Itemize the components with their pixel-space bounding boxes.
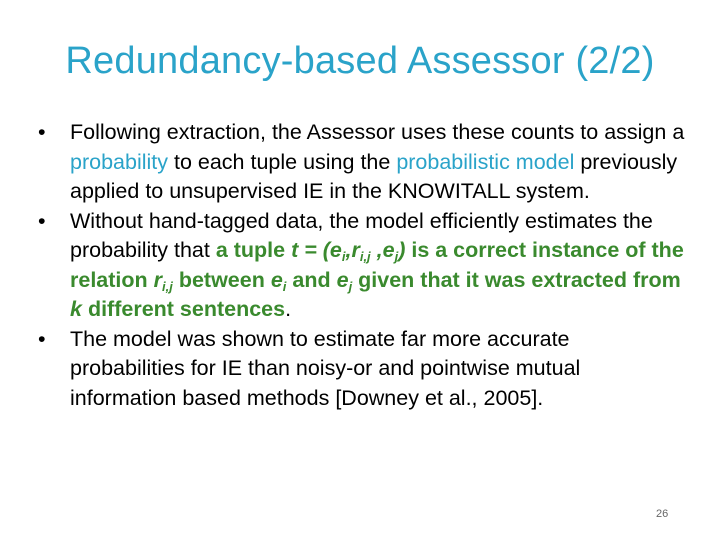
highlight-text: k [70,297,82,321]
highlight-text: a tuple [215,238,292,262]
highlight-text: given that it was extracted from [352,267,681,292]
highlight-text: r [153,267,163,292]
highlight-text: e [336,267,349,292]
bullet-dot: • [38,208,46,233]
subscript: i [341,249,346,264]
bullet-text: The model was shown to estimate far more accurate probabilities for IE than noisy-or and pointwise mutual information based methods [Downey et al., 2005]. [70,326,581,410]
highlight-text: ,r [345,238,360,262]
bullet-item-3 [36,325,686,414]
highlight-text: ,e [370,238,395,262]
highlight-probability: probability [70,149,168,174]
bullet-text: . [285,297,292,321]
subscript: i,j [162,278,173,294]
subscript: j [394,249,399,264]
highlight-text: between [172,267,271,292]
highlight-text: is a correct instance of the relation [70,238,684,292]
highlight-text: t = (e [291,238,342,262]
highlight-text: and [286,267,337,292]
bullet-dot: • [38,326,46,351]
bullet-text: to each tuple using the [168,149,397,174]
bullet-item-2 [36,207,686,325]
subscript: i [282,278,287,294]
bullet-text: Without hand-tagged data, the model efficiently estimates the probability that [70,208,653,262]
highlight-text: e [270,267,283,292]
bullet-dot: • [38,120,46,144]
bullet-text: Following extraction, the Assessor uses these counts to assign a [70,120,685,144]
highlight-text: different sentences [81,297,286,321]
subscript: j [348,278,353,294]
page-number: 26 [656,508,669,520]
highlight-probabilistic-model: probabilistic model [396,149,575,174]
subscript: i,j [359,249,371,264]
highlight-text: ) [398,238,406,262]
bullet-item-1 [36,118,686,207]
bullet-text: previously applied to unsupervised IE in the KNOWITALL system. [70,149,678,203]
bullet-list [36,118,686,413]
slide-title: Redundancy-based Assessor (2/2) [65,40,655,82]
